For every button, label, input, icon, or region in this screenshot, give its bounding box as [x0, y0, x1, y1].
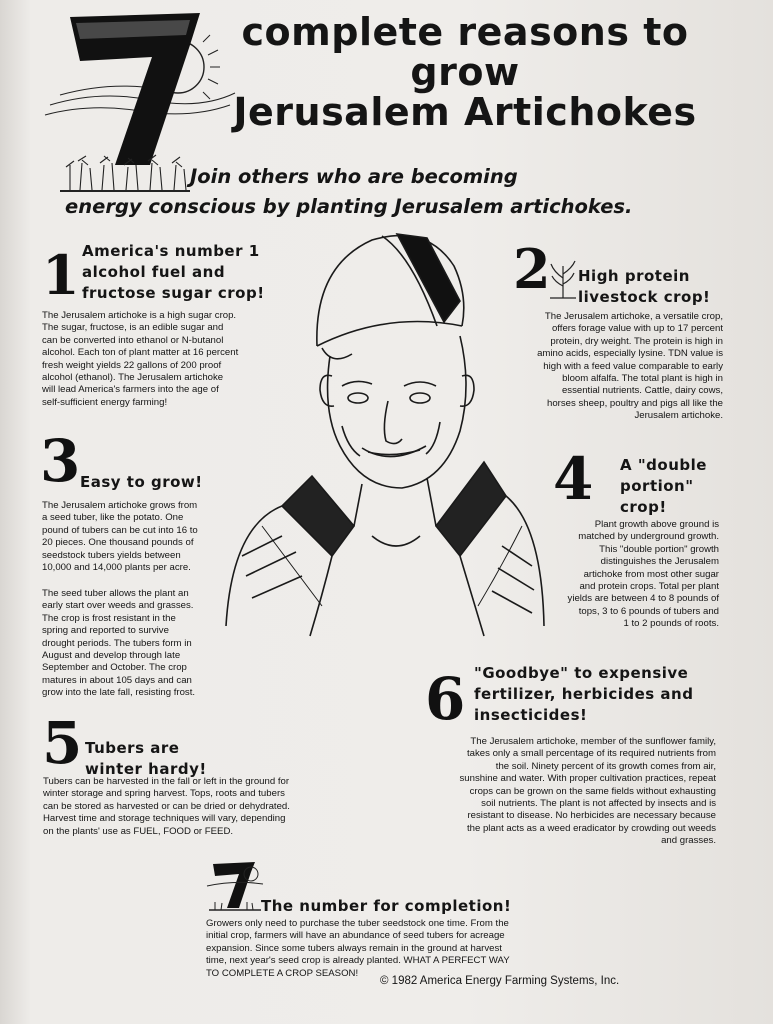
reason-4-number: 4 — [553, 445, 594, 513]
reason-6-title-line: fertilizer, herbicides and — [474, 685, 694, 703]
farmer-portrait-icon — [222, 226, 547, 646]
headline-line-1: complete reasons to — [241, 10, 689, 54]
copyright-footer: © 1982 America Energy Farming Systems, Inc. — [380, 975, 620, 987]
reason-3-body: The Jerusalem artichoke grows from a seed tuber, like the potato. One pound of tubers can be cut into 16 to 20 pieces. One thousand pounds of seedstock tubers yields between 10,000 and 14,000 plants per acre. — [42, 500, 198, 574]
reason-5-title-line: winter hardy! — [85, 760, 207, 778]
reason-2-title — [578, 266, 710, 308]
reason-4-title — [620, 455, 707, 518]
reason-4-title-line: crop! — [620, 498, 667, 516]
reason-5-number: 5 — [42, 709, 83, 777]
reason-5-body: Tubers can be harvested in the fall or left in the ground for winter storage and spring harvest. Tops, roots and tubers can be stored as harvested or can be dried or dehydrated. Harvest time and storage techniques will vary, depending on the plants' use as FUEL, FOOD or FEED. — [43, 776, 290, 837]
reason-4-title-line: portion" — [620, 477, 694, 495]
headline-line-3: Jerusalem Artichokes — [233, 90, 697, 134]
reason-6-title-line: "Goodbye" to expensive — [474, 664, 689, 682]
reason-6-title-line: insecticides! — [474, 706, 588, 724]
reason-7-title: The number for completion! — [261, 897, 512, 915]
reason-1-number: 1 — [42, 243, 80, 307]
reason-5-title — [85, 738, 207, 780]
reason-1-title-line: America's number 1 — [82, 242, 260, 260]
reason-1-body: The Jerusalem artichoke is a high sugar crop. The sugar, fructose, is an edible sugar and can be converted into ethanol or N-butanol alcohol. Each ton of plant matter at 16 percent fresh weight yields 22 gallons of 200 proof alcohol (ethanol). The Jerusalem artichoke will lead America's farmers into the age of self-sufficient energy farming! — [42, 310, 239, 408]
reason-2-title-line: livestock crop! — [578, 288, 711, 306]
reason-3-number: 3 — [40, 427, 81, 495]
reason-1-title-line: fructose sugar crop! — [82, 284, 265, 302]
reason-2-body: The Jerusalem artichoke, a versatile crop, offers forage value with up to 17 percent protein, dry weight. The protein is high in amino acids, especially lysine. TDN value is high with a feed value comparable to early bloom alfalfa. The total plant is high in essential nutrients. Cattle, dairy cows, horses sheep, poultry and pigs all like the Jerusalem artichoke. — [537, 311, 723, 422]
subtitle-line-1: Join others who are becoming — [190, 165, 518, 188]
reason-6-title — [474, 663, 693, 726]
reason-2-title-line: High protein — [578, 267, 690, 285]
reason-1-title-line: alcohol fuel and — [82, 263, 226, 281]
plant-icon — [548, 258, 578, 300]
reason-4-body: Plant growth above ground is matched by underground growth. This "double portion" growth distinguishes the Jerusalem artichoke from most other sugar and protein crops. Total per plant yields are between 4 to 8 pounds of tops, 3 to 6 pounds of tubers and 1 to 2 pounds of roots. — [567, 519, 719, 630]
small-seven-logo-icon — [205, 858, 265, 914]
reason-3-body-continued: The seed tuber allows the plant an early start over weeds and grasses. The crop is frost resistant in the spring and reported to survive drought periods. The tubers form in August and develop through late September and October. The crop matures in about 105 days and can grow into the late fall, resisting frost. — [42, 588, 196, 699]
subtitle-line-2: energy conscious by planting Jerusalem artichokes. — [65, 195, 633, 218]
headline-line-2: grow — [410, 50, 520, 94]
reason-6-body: The Jerusalem artichoke, member of the sunflower family, takes only a small percentage of its required nutrients from the soil. Ninety percent of its growth comes from air, sunshine and water. With proper cultivation practices, repeat crops can be grown on the same fields without exhausting soil nutrients. The plant is not affected by insects and is resistant to disease. No herbicides are necessary because the plant acts as a weed eradicator by crowding out weeds and grasses. — [459, 736, 716, 847]
reason-4-title-line: A "double — [620, 456, 707, 474]
reason-2-number: 2 — [513, 237, 551, 301]
reason-3-title: Easy to grow! — [80, 473, 203, 491]
reason-6-number: 6 — [425, 665, 466, 733]
headline — [185, 12, 745, 132]
reason-7-body: Growers only need to purchase the tuber seedstock one time. From the initial crop, farmers will have an abundance of seed tubers for acreage expansion. Since some tubers always remain in the ground at harvest time, next year's seed crop is already planted. WHAT A PERFECT WAY TO COMPLETE A CROP SEASON! — [206, 918, 510, 979]
reason-5-title-line: Tubers are — [85, 739, 180, 757]
